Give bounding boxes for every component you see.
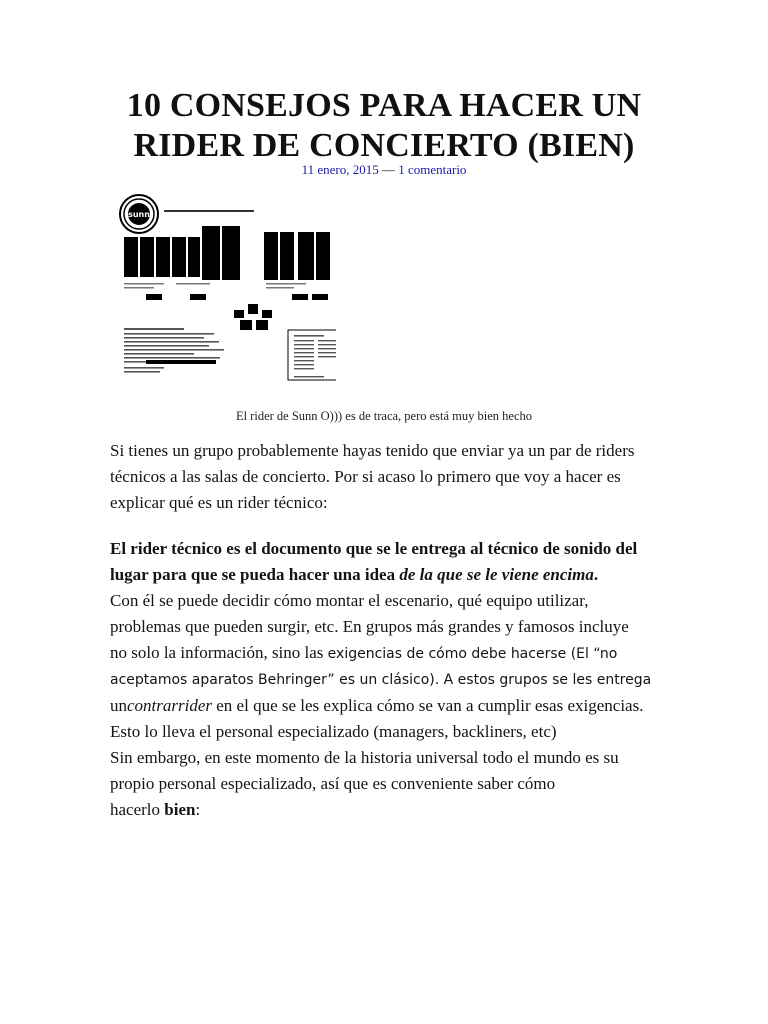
bien-word: bien: [164, 800, 196, 819]
body-line-4: problemas que pueden surgir, etc. En grupos más grandes y famosos incluye: [110, 617, 629, 636]
date-link[interactable]: 11 enero, 2015: [301, 162, 379, 177]
intro-line-2: técnicos a las salas de concierto. Por si acaso lo primero que voy a hacer es: [110, 467, 621, 486]
article-meta: [0, 162, 768, 178]
body-line-5: [110, 640, 670, 667]
image-caption: El rider de Sunn O))) es de traca, pero está muy bien hecho: [235, 409, 533, 423]
title-line-1: 10 CONSEJOS PARA HACER UN: [126, 87, 642, 124]
sunn-logo: [120, 195, 158, 233]
title-line-2: RIDER DE CONCIERTO (BIEN): [133, 127, 635, 164]
rider-image: [116, 192, 336, 390]
intro-line-1: Si tienes un grupo probablemente hayas tenido que enviar ya un par de riders: [110, 441, 635, 460]
body-line-8: Esto lo lleva el personal especializado (managers, backliners, etc): [110, 722, 557, 741]
intro-line-3: explicar qué es un rider técnico:: [110, 493, 328, 512]
body-line-7-a: un: [110, 696, 127, 715]
definition-bold-text: lugar para que se pueda hacer una idea: [110, 565, 400, 584]
stage-plot-diagram: [116, 192, 336, 390]
body-line-3: Con él se puede decidir cómo montar el escenario, qué equipo utilizar,: [110, 591, 589, 610]
body-line-9: Sin embargo, en este momento de la historia universal todo el mundo es su: [110, 748, 619, 767]
article-title: [80, 86, 688, 166]
body-line-7-b: en el que se les explica cómo se van a cumplir esas exigencias.: [212, 696, 644, 715]
body-line-11: [110, 797, 670, 823]
comments-link[interactable]: 1 comentario: [398, 162, 467, 177]
body-line-11-b: :: [195, 800, 201, 819]
definition-period: .: [593, 565, 599, 584]
body-line-5-b: exigencias de cómo debe hacerse (El “no: [327, 646, 618, 662]
intro-paragraph: [110, 438, 670, 516]
logo-text: sunn: [128, 210, 150, 219]
body-line-10: propio personal especializado, así que es conveniente saber cómo: [110, 774, 556, 793]
definition-bold-line-2: [110, 562, 670, 588]
contrarrider-term: contrarrider: [127, 696, 212, 715]
body-line-11-a: hacerlo: [110, 800, 165, 819]
body-line-6: aceptamos aparatos Behringer” es un clásico). A estos grupos se les entrega: [110, 672, 652, 688]
definition-bold-line-1: El rider técnico es el documento que se le entrega al técnico de sonido del: [110, 539, 638, 558]
definition-paragraph: [110, 536, 670, 823]
body-line-5-a: no solo la información, sino las: [110, 643, 328, 662]
body-line-7: [110, 693, 670, 719]
definition-bold-italic: de la que se le viene encima: [399, 565, 594, 584]
meta-separator: —: [381, 162, 395, 177]
